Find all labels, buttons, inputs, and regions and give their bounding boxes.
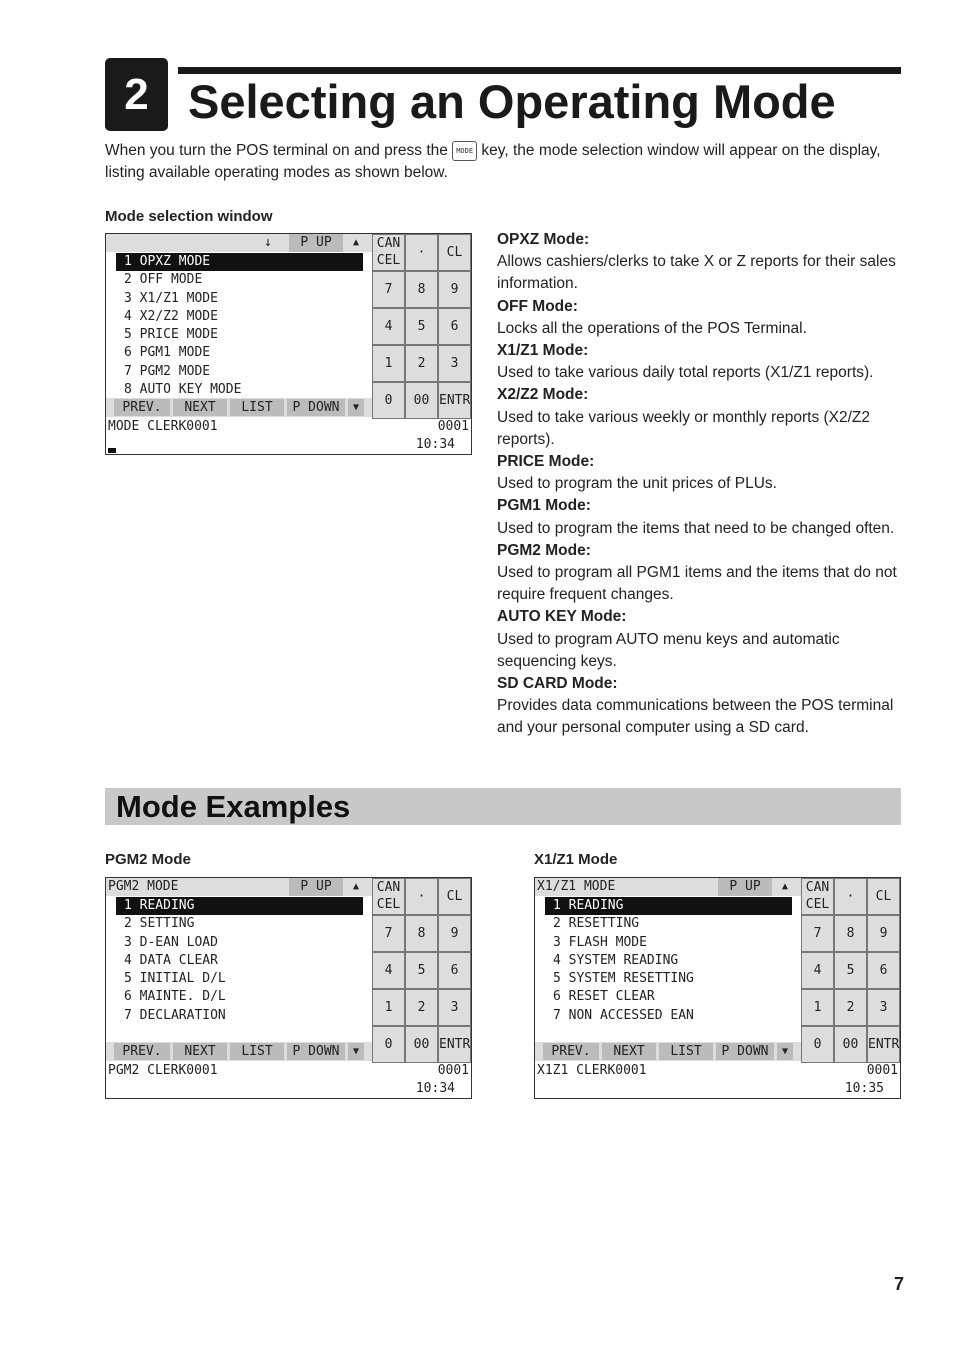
prev-button[interactable]: PREV. <box>543 1043 599 1060</box>
enter-key[interactable]: ENTR <box>438 382 471 419</box>
key-2[interactable]: 2 <box>405 989 438 1026</box>
key-6[interactable]: 6 <box>438 308 471 345</box>
page-up-button[interactable]: P UP <box>718 878 772 896</box>
up-arrow-icon[interactable]: ▲ <box>781 881 789 892</box>
key-00[interactable]: 00 <box>834 1026 867 1063</box>
list-item[interactable]: 3 FLASH MODE <box>553 934 647 950</box>
key-4[interactable]: 4 <box>801 952 834 989</box>
list-item[interactable]: 6 RESET CLEAR <box>553 989 655 1005</box>
softkey-bar <box>535 1042 801 1061</box>
list-button[interactable]: LIST <box>230 1043 284 1060</box>
x1z1-list <box>545 897 792 1025</box>
status-mode-clerk: PGM2 CLERK0001 <box>108 1063 218 1078</box>
list-button[interactable]: LIST <box>230 399 284 416</box>
mode-text: Used to take various weekly or monthly reports (X2/Z2 reports). <box>497 408 871 448</box>
key-8[interactable]: 8 <box>405 915 438 952</box>
intro-after: key, the mode selection window will appear on the display, listing available operating modes as shown below. <box>105 142 881 181</box>
intro-before: When you turn the POS terminal on and press the <box>105 142 453 159</box>
key-6[interactable]: 6 <box>438 952 471 989</box>
cancel-key[interactable] <box>372 878 405 915</box>
key-9[interactable]: 9 <box>438 271 471 308</box>
list-item[interactable]: 4 DATA CLEAR <box>124 952 218 968</box>
list-item[interactable]: 1 READING <box>116 897 363 915</box>
up-arrow-icon[interactable]: ▲ <box>352 881 360 892</box>
status-time: 10:35 <box>844 1081 884 1096</box>
list-item[interactable]: 6 PGM1 MODE <box>124 345 211 361</box>
chapter-title: Selecting an Operating Mode <box>188 75 836 128</box>
down-arrow-icon[interactable]: ▼ <box>348 399 364 416</box>
scroll-down-arrow-icon: ↓ <box>264 235 272 250</box>
status-number: 0001 <box>866 1063 898 1078</box>
screen-title-bar <box>535 878 801 896</box>
list-item[interactable]: 3 X1/Z1 MODE <box>124 290 218 306</box>
cancel-key-bottom: CEL <box>376 897 401 912</box>
key-00[interactable]: 00 <box>405 1026 438 1063</box>
mode-window-caption: Mode selection window <box>105 208 273 225</box>
key-9[interactable]: 9 <box>438 915 471 952</box>
mode-text: Used to take various daily total reports (X1/Z1 reports). <box>497 364 874 382</box>
chapter-rule <box>178 67 901 74</box>
key-0[interactable]: 0 <box>372 382 405 419</box>
status-line <box>106 418 471 436</box>
status-time: 10:34 <box>415 437 455 452</box>
prev-button[interactable]: PREV. <box>114 1043 170 1060</box>
chapter-number: 2 <box>105 58 168 131</box>
list-item[interactable]: 6 MAINTE. D/L <box>124 989 226 1005</box>
key-3[interactable]: 3 <box>867 989 900 1026</box>
cancel-key[interactable] <box>372 234 405 271</box>
mode-descriptions <box>497 229 907 740</box>
x1z1-screen <box>534 877 901 1099</box>
decimal-key[interactable]: · <box>834 878 867 915</box>
cancel-key-bottom: CEL <box>805 897 830 912</box>
next-button[interactable]: NEXT <box>173 399 227 416</box>
key-2[interactable]: 2 <box>405 345 438 382</box>
key-6[interactable]: 6 <box>867 952 900 989</box>
key-4[interactable]: 4 <box>372 952 405 989</box>
list-item[interactable]: 8 AUTO KEY MODE <box>124 382 242 398</box>
mode-text: Allows cashiers/clerks to take X or Z reports for their sales information. <box>497 253 896 293</box>
status-line <box>106 1062 471 1080</box>
list-item[interactable]: 2 OFF MODE <box>124 272 203 288</box>
mode-text: Provides data communications between the POS terminal and your personal computer using a SD card. <box>497 697 894 737</box>
list-item[interactable]: 7 NON ACCESSED EAN <box>553 1007 694 1023</box>
cancel-key-top: CAN <box>805 880 830 895</box>
list-item[interactable]: 4 X2/Z2 MODE <box>124 308 218 324</box>
key-8[interactable]: 8 <box>405 271 438 308</box>
key-2[interactable]: 2 <box>834 989 867 1026</box>
key-0[interactable]: 0 <box>372 1026 405 1063</box>
mode-heading: OFF Mode: <box>497 297 578 315</box>
status-number: 0001 <box>437 1063 469 1078</box>
key-5[interactable]: 5 <box>834 952 867 989</box>
mode-text: Used to program all PGM1 items and the items that do not require frequent changes. <box>497 564 897 604</box>
cancel-key-top: CAN <box>376 880 401 895</box>
key-1[interactable]: 1 <box>801 989 834 1026</box>
list-item[interactable]: 5 SYSTEM RESETTING <box>553 971 694 987</box>
key-7[interactable]: 7 <box>372 915 405 952</box>
enter-key[interactable]: ENTR <box>867 1026 900 1063</box>
list-item[interactable]: 1 OPXZ MODE <box>116 253 363 271</box>
pgm2-list <box>116 897 363 1025</box>
status-number: 0001 <box>437 419 469 434</box>
mode-heading: OPXZ Mode: <box>497 231 590 248</box>
key-7[interactable]: 7 <box>372 271 405 308</box>
down-arrow-icon[interactable]: ▼ <box>348 1043 364 1060</box>
time-line <box>535 1080 900 1098</box>
cancel-key[interactable] <box>801 878 834 915</box>
enter-key[interactable]: ENTR <box>438 1026 471 1063</box>
status-mode-clerk: MODE CLERK0001 <box>108 419 218 434</box>
status-mode-clerk: X1Z1 CLERK0001 <box>537 1063 647 1078</box>
mode-list <box>116 253 363 399</box>
list-item[interactable]: 2 RESETTING <box>553 916 640 932</box>
list-item[interactable]: 7 DECLARATION <box>124 1007 226 1023</box>
page-number: 7 <box>894 1274 905 1294</box>
time-line <box>106 1080 471 1098</box>
x1z1-caption: X1/Z1 Mode <box>534 851 618 868</box>
list-item[interactable]: 3 D-EAN LOAD <box>124 934 218 950</box>
next-button[interactable]: NEXT <box>173 1043 227 1060</box>
mode-heading: X1/Z1 Mode: <box>497 342 589 360</box>
key-5[interactable]: 5 <box>405 308 438 345</box>
key-7[interactable]: 7 <box>801 915 834 952</box>
mode-text: Used to program AUTO menu keys and automatic sequencing keys. <box>497 630 840 670</box>
key-9[interactable]: 9 <box>867 915 900 952</box>
clear-key[interactable]: CL <box>438 878 471 915</box>
section-title: Mode Examples <box>116 789 351 824</box>
status-time: 10:34 <box>415 1081 455 1096</box>
mode-heading: PGM2 Mode: <box>497 541 591 559</box>
cancel-key-bottom: CEL <box>376 253 401 268</box>
page-down-button[interactable]: P DOWN <box>716 1043 774 1060</box>
mode-heading: AUTO KEY Mode: <box>497 608 627 626</box>
page-up-button[interactable]: P UP <box>289 878 343 896</box>
mode-heading: PRICE Mode: <box>497 453 595 471</box>
mode-key-icon: MODE <box>452 141 477 161</box>
screen-cursor <box>108 448 116 453</box>
list-item[interactable]: 2 SETTING <box>124 916 195 932</box>
prev-button[interactable]: PREV. <box>114 399 170 416</box>
clear-key[interactable]: CL <box>438 234 471 271</box>
list-item[interactable]: 5 INITIAL D/L <box>124 971 226 987</box>
clear-key[interactable]: CL <box>867 878 900 915</box>
list-item[interactable]: 7 PGM2 MODE <box>124 363 211 379</box>
down-arrow-icon[interactable]: ▼ <box>777 1043 793 1060</box>
mode-selection-screen <box>105 233 472 455</box>
decimal-key[interactable]: · <box>405 878 438 915</box>
key-00[interactable]: 00 <box>405 382 438 419</box>
key-8[interactable]: 8 <box>834 915 867 952</box>
key-3[interactable]: 3 <box>438 989 471 1026</box>
decimal-key[interactable]: · <box>405 234 438 271</box>
mode-text: Used to program the items that need to be changed often. <box>497 519 895 537</box>
key-1[interactable]: 1 <box>372 989 405 1026</box>
key-1[interactable]: 1 <box>372 345 405 382</box>
next-button[interactable]: NEXT <box>602 1043 656 1060</box>
list-item[interactable]: 5 PRICE MODE <box>124 327 218 343</box>
screen-title: X1/Z1 MODE <box>537 879 616 894</box>
mode-heading: SD CARD Mode: <box>497 675 618 693</box>
key-3[interactable]: 3 <box>438 345 471 382</box>
list-button[interactable]: LIST <box>659 1043 713 1060</box>
page-down-button[interactable]: P DOWN <box>287 1043 345 1060</box>
screen-title-bar <box>106 878 372 896</box>
screen-title: PGM2 MODE <box>108 879 179 894</box>
time-line <box>106 436 471 454</box>
key-4[interactable]: 4 <box>372 308 405 345</box>
mode-text: Locks all the operations of the POS Terminal. <box>497 319 807 337</box>
status-line <box>535 1062 900 1080</box>
pgm2-caption: PGM2 Mode <box>105 851 191 868</box>
softkey-bar <box>106 398 372 417</box>
up-arrow-icon[interactable]: ▲ <box>352 237 360 248</box>
key-5[interactable]: 5 <box>405 952 438 989</box>
screen-title-bar <box>106 234 372 252</box>
softkey-bar <box>106 1042 372 1061</box>
mode-heading: X2/Z2 Mode: <box>497 386 589 404</box>
mode-text: Used to program the unit prices of PLUs. <box>497 475 777 493</box>
key-0[interactable]: 0 <box>801 1026 834 1063</box>
pgm2-screen <box>105 877 472 1099</box>
mode-heading: PGM1 Mode: <box>497 497 591 515</box>
intro-paragraph <box>105 140 901 184</box>
list-item[interactable]: 4 SYSTEM READING <box>553 952 679 968</box>
list-item[interactable]: 1 READING <box>545 897 792 915</box>
cancel-key-top: CAN <box>376 236 401 251</box>
page-down-button[interactable]: P DOWN <box>287 399 345 416</box>
page-up-button[interactable]: P UP <box>289 234 343 252</box>
